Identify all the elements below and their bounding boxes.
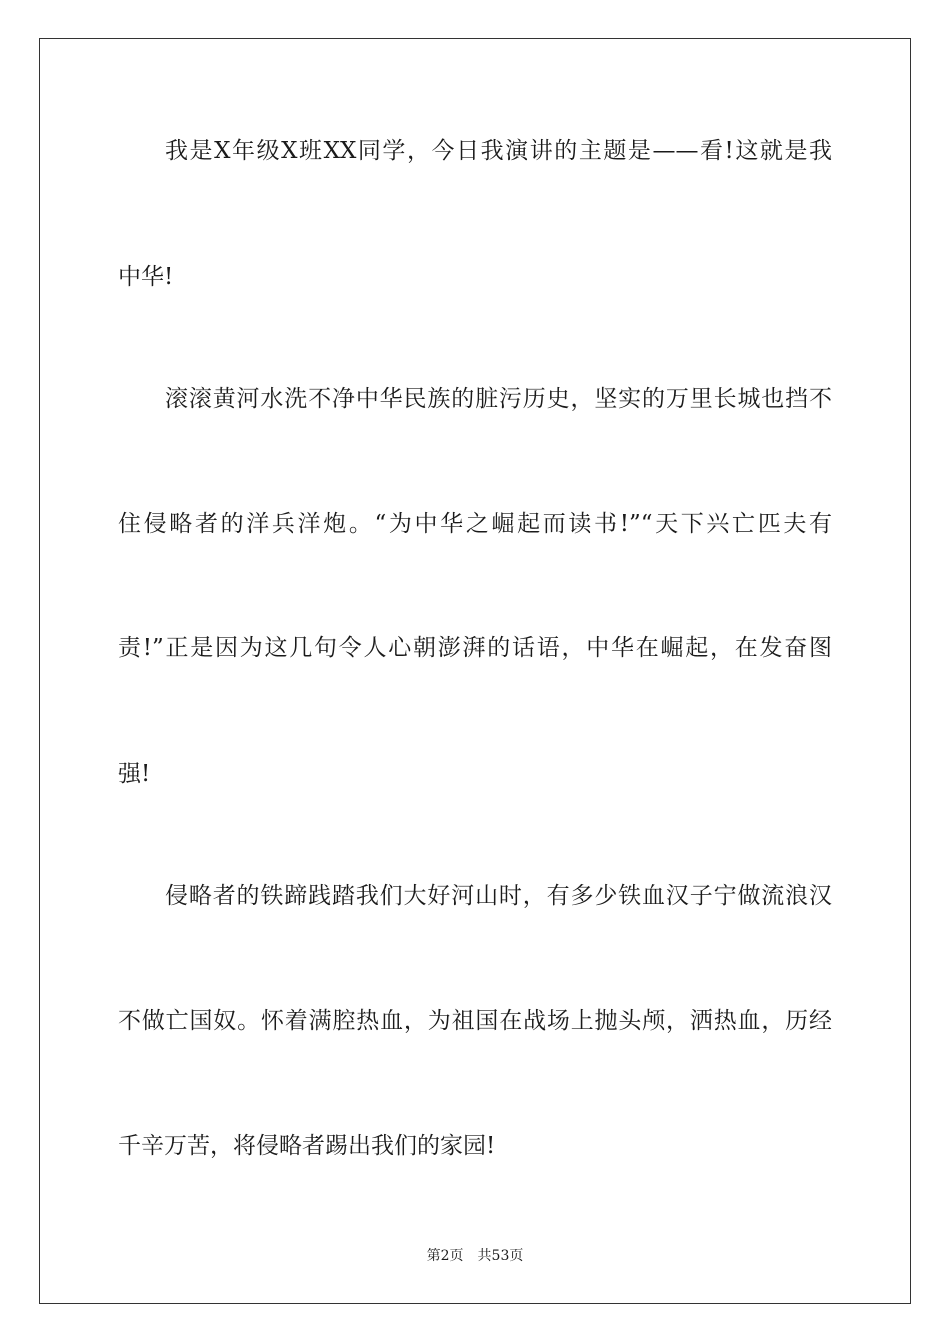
- paragraph-2-line-2: 住侵略者的洋兵洋炮。“为中华之崛起而读书!”“天下兴亡匹夫有: [118, 511, 832, 537]
- page-total: 共53页: [477, 1248, 524, 1264]
- paragraph-3-line-2: 不做亡国奴。怀着满腔热血，为祖国在战场上抛头颅，洒热血，历经: [118, 1008, 832, 1034]
- paragraph-3-line-3: 千辛万苦，将侵略者踢出我们的家园!: [118, 1133, 496, 1159]
- page-footer: [0, 1247, 950, 1265]
- paragraph-3-line-1: 侵略者的铁蹄践踏我们大好河山时，有多少铁血汉子宁做流浪汉: [165, 883, 832, 909]
- paragraph-1-line-1: 我是X年级X班XX同学，今日我演讲的主题是——看!这就是我: [165, 138, 832, 164]
- paragraph-2-line-3: 责!”正是因为这几句令人心朝澎湃的话语，中华在崛起，在发奋图: [118, 635, 832, 661]
- paragraph-2-line-4: 强!: [118, 761, 151, 787]
- page-number: 第2页: [426, 1248, 464, 1264]
- paragraph-2-line-1: 滚滚黄河水洗不净中华民族的脏污历史，坚实的万里长城也挡不: [165, 386, 832, 412]
- page-border: [39, 38, 911, 1304]
- paragraph-1-line-2: 中华!: [118, 264, 174, 290]
